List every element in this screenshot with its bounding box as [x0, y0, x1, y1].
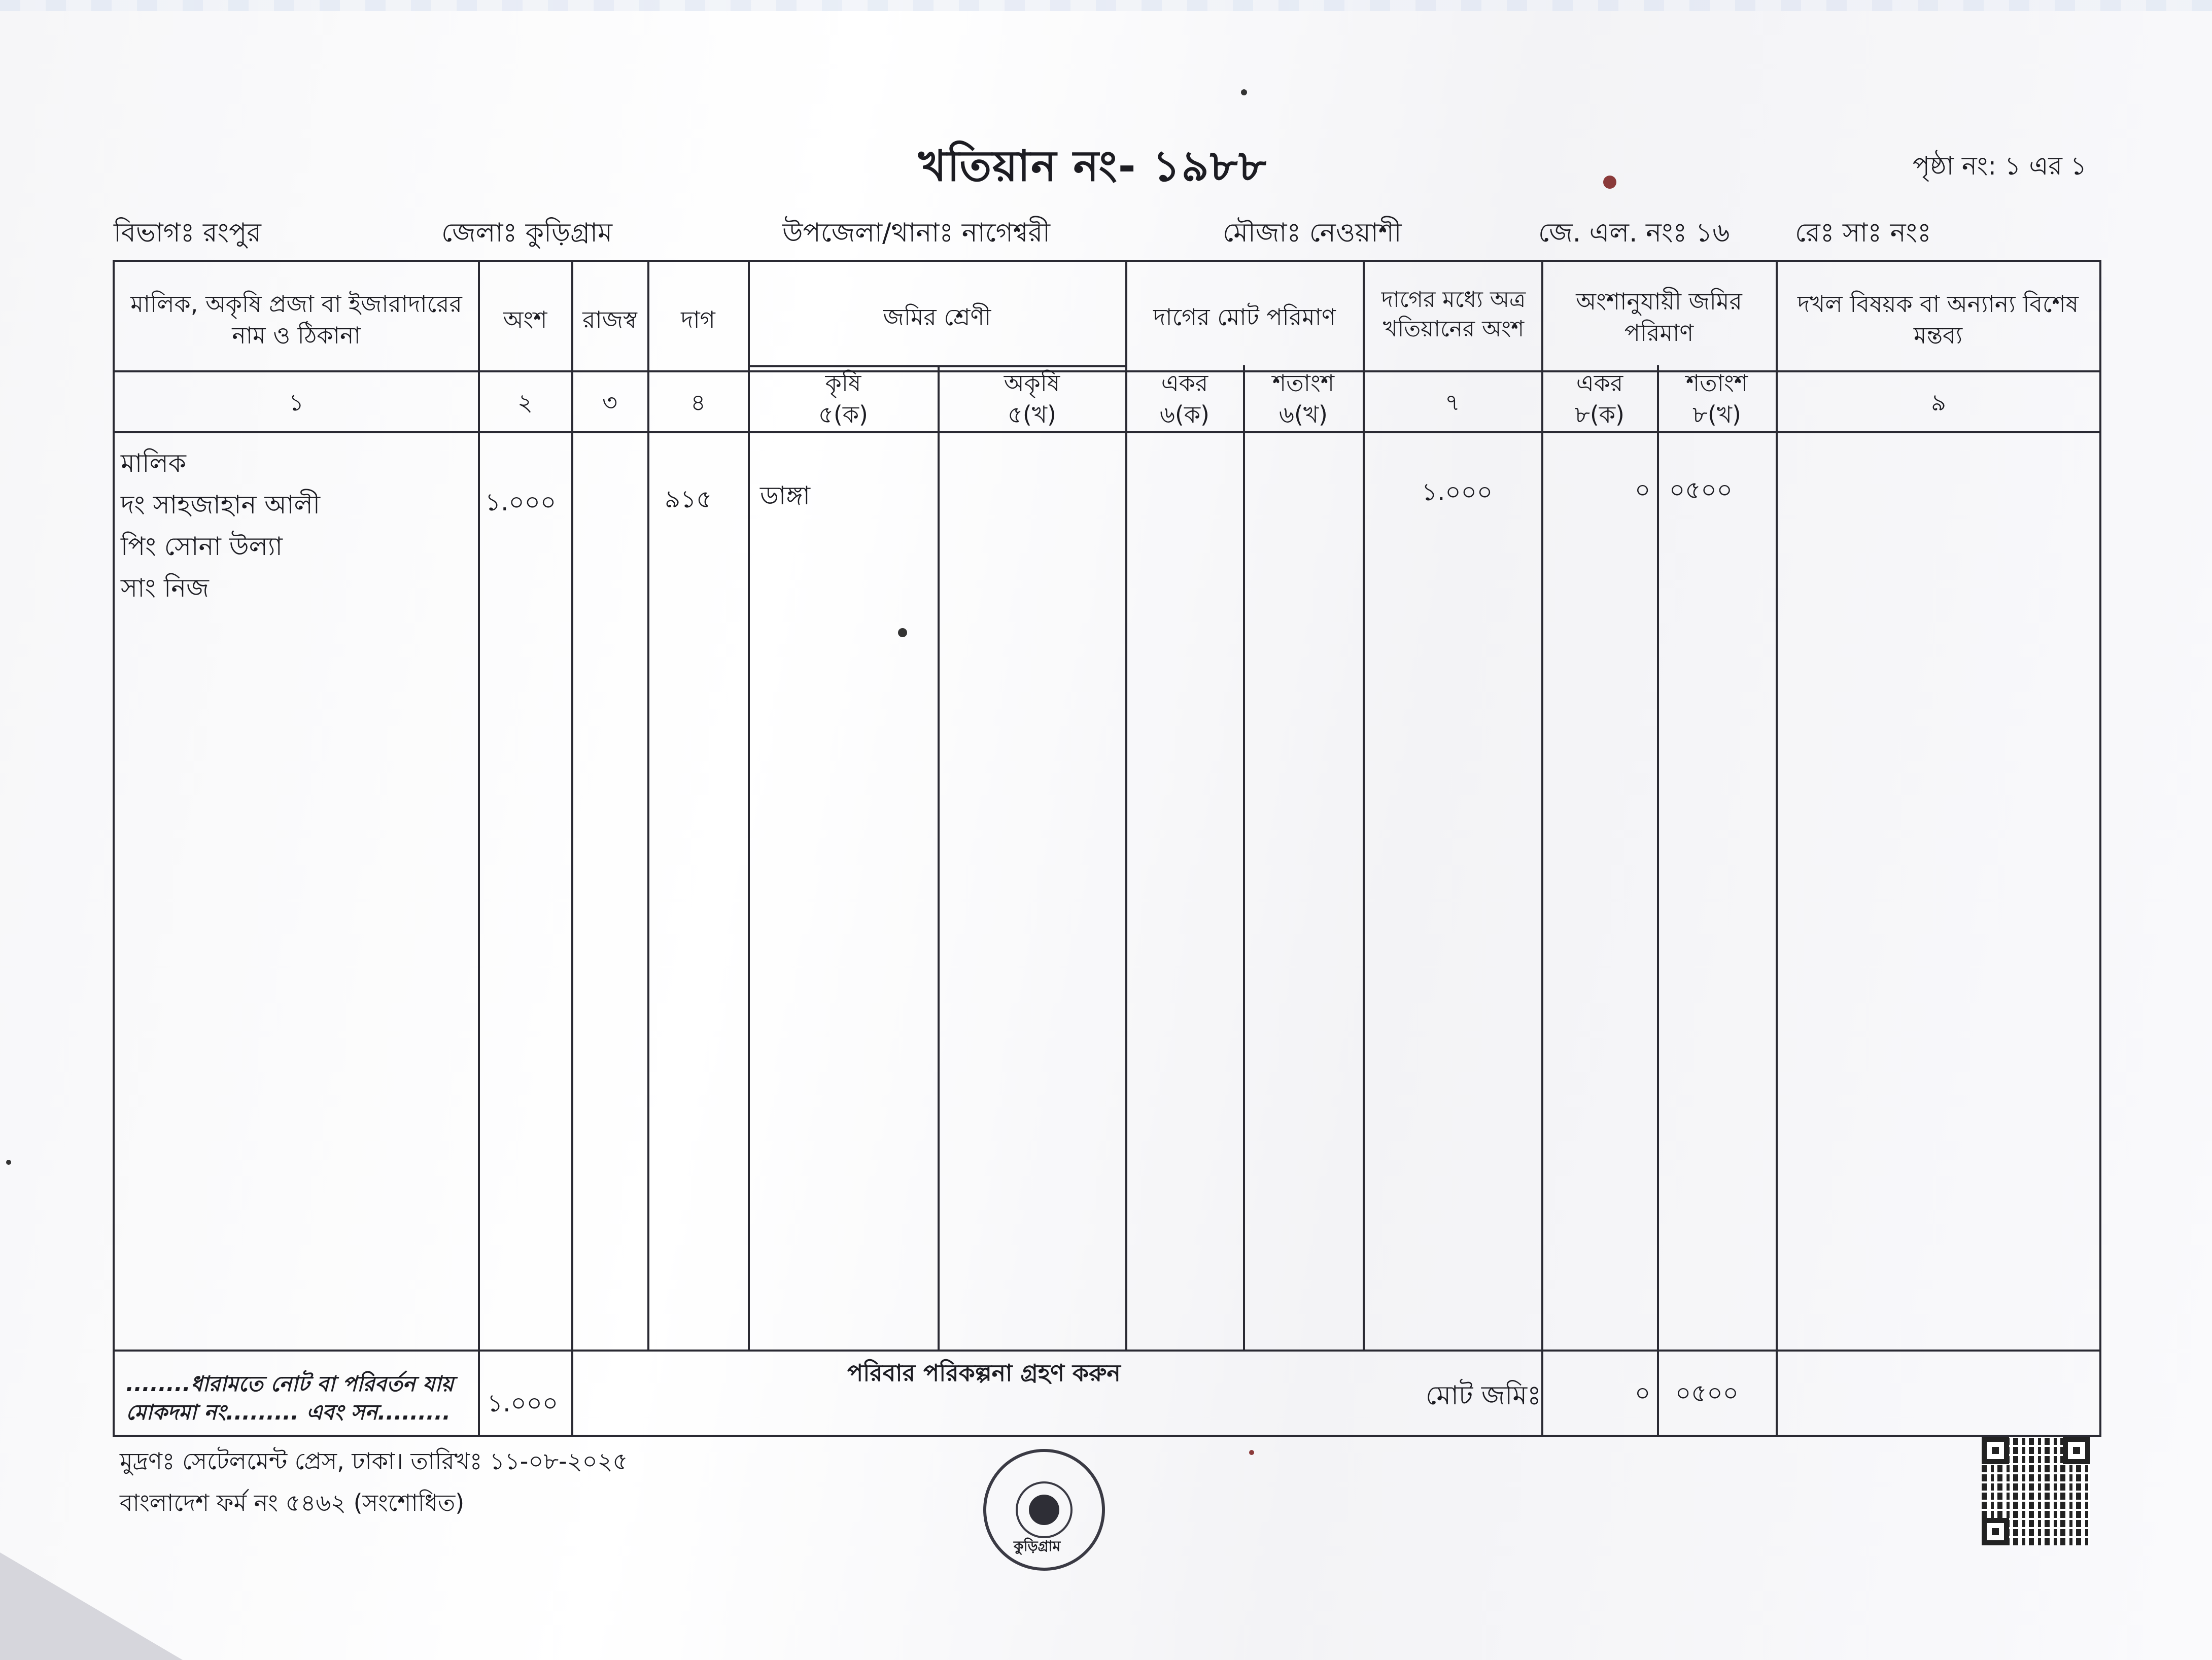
row-dag: ৯১৫: [665, 485, 712, 513]
row-share: ১.০০০: [485, 488, 557, 516]
subheader-cent8: [1659, 367, 1775, 430]
row-land-class: ডাঙ্গা: [760, 481, 810, 510]
subheader-agri-number: ৫(ক): [818, 401, 868, 428]
bangladesh-map-emblem-icon: [1029, 1495, 1059, 1525]
subheader-nonagri: [940, 367, 1124, 430]
footer-share-divider: [571, 1350, 573, 1437]
qr-finder-bottom-left: [1982, 1518, 2009, 1545]
subheader-cent6-label: শতাংশ: [1272, 369, 1335, 397]
subheader-cent8-number: ৮(খ): [1692, 401, 1741, 428]
header-share: অংশ: [503, 306, 547, 333]
qr-finder-top-right: [2063, 1437, 2090, 1464]
col-divider-8a: [1657, 365, 1659, 1437]
khatian-table: [113, 260, 2101, 1437]
folded-corner: [0, 1552, 183, 1660]
paper-speck: [1603, 176, 1616, 189]
paper-speck: [898, 628, 907, 637]
subheader-acre6: [1127, 367, 1242, 430]
amendment-note: [126, 1370, 454, 1427]
printer-info: মুদ্রণঃ সেটেলমেন্ট প্রেস, ঢাকা। তারিখঃ ১১-০৮-২০২৫: [120, 1447, 628, 1475]
total-share: ১.০০০: [487, 1389, 559, 1417]
attached-slip-edge: [0, 0, 2212, 11]
subheader-agri: [750, 367, 937, 430]
total-cent: ০৫০০: [1675, 1379, 1739, 1407]
page-number: পৃষ্ঠা নং: ১ এর ১: [1913, 151, 2087, 181]
subheader-divider: [113, 431, 2101, 433]
qr-code-icon: [1982, 1437, 2090, 1545]
subheader-acre8: [1543, 367, 1656, 430]
qr-finder-top-left: [1982, 1437, 2009, 1464]
subheader-col9: ৯: [1931, 389, 1946, 416]
subheader-nonagri-label: অকৃষি: [1004, 369, 1060, 397]
header-remarks: দখল বিষয়ক বা অন্যান্য বিশেষ মন্তব্য: [1797, 290, 2079, 349]
upazila-field: উপজেলা/থানাঃ নাগেশ্বরী: [782, 218, 1050, 248]
amendment-note-line-1: ........ধারামতে নোট বা পরিবর্তন যায়: [126, 1371, 454, 1396]
owner-line-3: পিং সোনা উল্যা: [121, 532, 283, 561]
jl-number-field: জে. এল. নংঃ ১৬: [1538, 218, 1730, 248]
subheader-acre6-label: একর: [1161, 369, 1208, 397]
subheader-cent8-label: শতাংশ: [1685, 369, 1748, 397]
row-dag-share: ১.০০০: [1422, 478, 1493, 506]
col-divider-5a: [938, 365, 940, 1350]
row-cent: ০৫০০: [1669, 476, 1733, 504]
form-number: বাংলাদেশ ফর্ম নং ৫৪৬২ (সংশোধিত): [120, 1489, 465, 1516]
subheader-cent6: [1245, 367, 1362, 430]
amendment-note-line-2: মোকদমা নং......... এবং সন.........: [126, 1400, 451, 1425]
header-share-land: অংশানুযায়ী জমির পরিমাণ: [1576, 288, 1742, 347]
register-number-field: রেঃ সাঃ নংঃ: [1795, 218, 1931, 248]
header-dag-total: দাগের মোট পরিমাণ: [1153, 303, 1336, 331]
paper-speck: [6, 1160, 11, 1165]
subheader-acre8-label: একর: [1576, 369, 1623, 397]
paper-speck: [1241, 89, 1247, 95]
header-dag-share: দাগের মধ্যে অত্র খতিয়ানের অংশ: [1381, 287, 1526, 342]
district-field: জেলাঃ কুড়িগ্রাম: [441, 218, 612, 248]
subheader-col3: ৩: [602, 389, 617, 416]
total-acre: ০: [1635, 1379, 1651, 1407]
family-planning-slogan: পরিবার পরিকল্পনা গ্রহণ করুন: [847, 1359, 1121, 1387]
subheader-col2: ২: [517, 389, 533, 416]
subheader-cent6-number: ৬(খ): [1278, 401, 1328, 428]
subheader-acre6-number: ৬(ক): [1160, 401, 1209, 428]
col-divider-6a: [1243, 365, 1245, 1350]
header-land-class: জমির শ্রেণী: [883, 303, 991, 331]
owner-line-2: দং সাহজাহান আলী: [121, 490, 321, 520]
subheader-col4: ৪: [690, 389, 706, 416]
paper-speck: [1249, 1450, 1254, 1455]
subheader-col1: ১: [289, 389, 304, 416]
division-field: বিভাগঃ রংপুর: [114, 218, 261, 248]
owner-details: [121, 442, 320, 609]
mouza-field: মৌজাঃ নেওয়াশী: [1223, 218, 1402, 248]
col-divider-1: [478, 260, 480, 1437]
header-dag: দাগ: [681, 306, 715, 333]
total-land-label: মোট জমিঃ: [1426, 1380, 1541, 1411]
header-revenue: রাজস্ব: [582, 306, 637, 333]
header-owner: মালিক, অকৃষি প্রজা বা ইজারাদারের নাম ও ঠিকানা: [130, 290, 462, 349]
footer-divider: [113, 1350, 2101, 1352]
col-divider-8: [1776, 260, 1778, 1437]
col-divider-7: [1541, 260, 1543, 1437]
owner-line-4: সাং নিজ: [121, 573, 209, 603]
khatian-title: খতিয়ান নং- ১৯৮৮: [918, 141, 1267, 191]
owner-line-1: মালিক: [121, 448, 186, 478]
subheader-agri-label: কৃষি: [825, 369, 861, 397]
subheader-nonagri-number: ৫(খ): [1008, 401, 1056, 428]
seal-district-text: কুড়িগ্রাম: [1014, 1538, 1061, 1554]
subheader-col7: ৭: [1445, 389, 1460, 416]
subheader-acre8-number: ৮(ক): [1575, 401, 1625, 428]
row-acre: ০: [1635, 476, 1651, 504]
